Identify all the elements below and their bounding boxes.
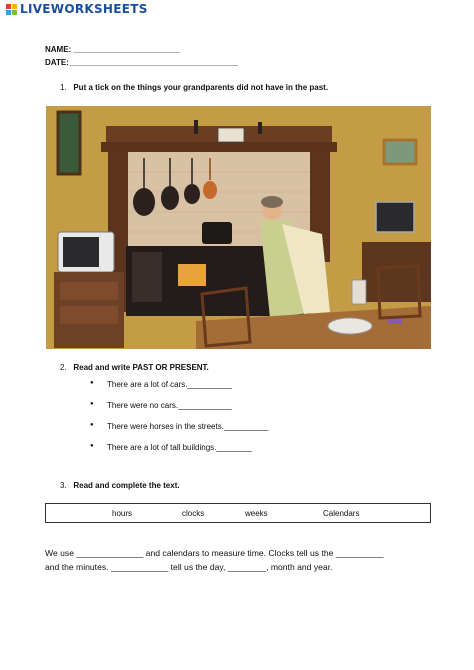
exercise-3-number: 3. — [60, 481, 67, 490]
exercise-2-instruction: Read and write PAST OR PRESENT. — [73, 363, 209, 372]
word-bank — [45, 503, 431, 523]
word-bank-item-clocks[interactable]: clocks — [182, 509, 205, 518]
kitchen-illustration[interactable] — [46, 106, 431, 349]
word-bank-item-calendars[interactable]: Calendars — [323, 509, 360, 518]
word-bank-item-weeks[interactable]: weeks — [245, 509, 268, 518]
name-field: NAME: ________________________ — [45, 45, 181, 54]
list-item: ● There are a lot of tall buildings.________ — [90, 443, 252, 452]
exercise-2-number: 2. — [60, 363, 67, 372]
exercise-1-instruction: Put a tick on the things your grandparents did not have in the past. — [73, 83, 329, 92]
liveworksheets-logo — [6, 2, 148, 16]
completion-text-line-1: We use ______________ and calendars to measure time. Clocks tell us the __________ — [45, 548, 384, 558]
exercise-3-title — [60, 481, 180, 490]
logo-mark-icon — [6, 4, 17, 15]
list-item: ● There were horses in the streets.__________ — [90, 422, 268, 431]
exercise-3-instruction: Read and complete the text. — [73, 481, 180, 490]
exercise-1-title — [60, 83, 328, 92]
completion-text-line-2: and the minutes. ____________ tell us the day, ________, month and year. — [45, 562, 333, 572]
exercise-2-title — [60, 363, 209, 372]
list-item: ● There are a lot of cars.__________ — [90, 380, 232, 389]
word-bank-item-hours[interactable]: hours — [112, 509, 133, 518]
exercise-1-number: 1. — [60, 83, 67, 92]
date-field: DATE:______________________________________ — [45, 58, 238, 67]
logo-text: LIVEWORKSHEETS — [20, 2, 148, 16]
list-item: ● There were no cars.____________ — [90, 401, 232, 410]
